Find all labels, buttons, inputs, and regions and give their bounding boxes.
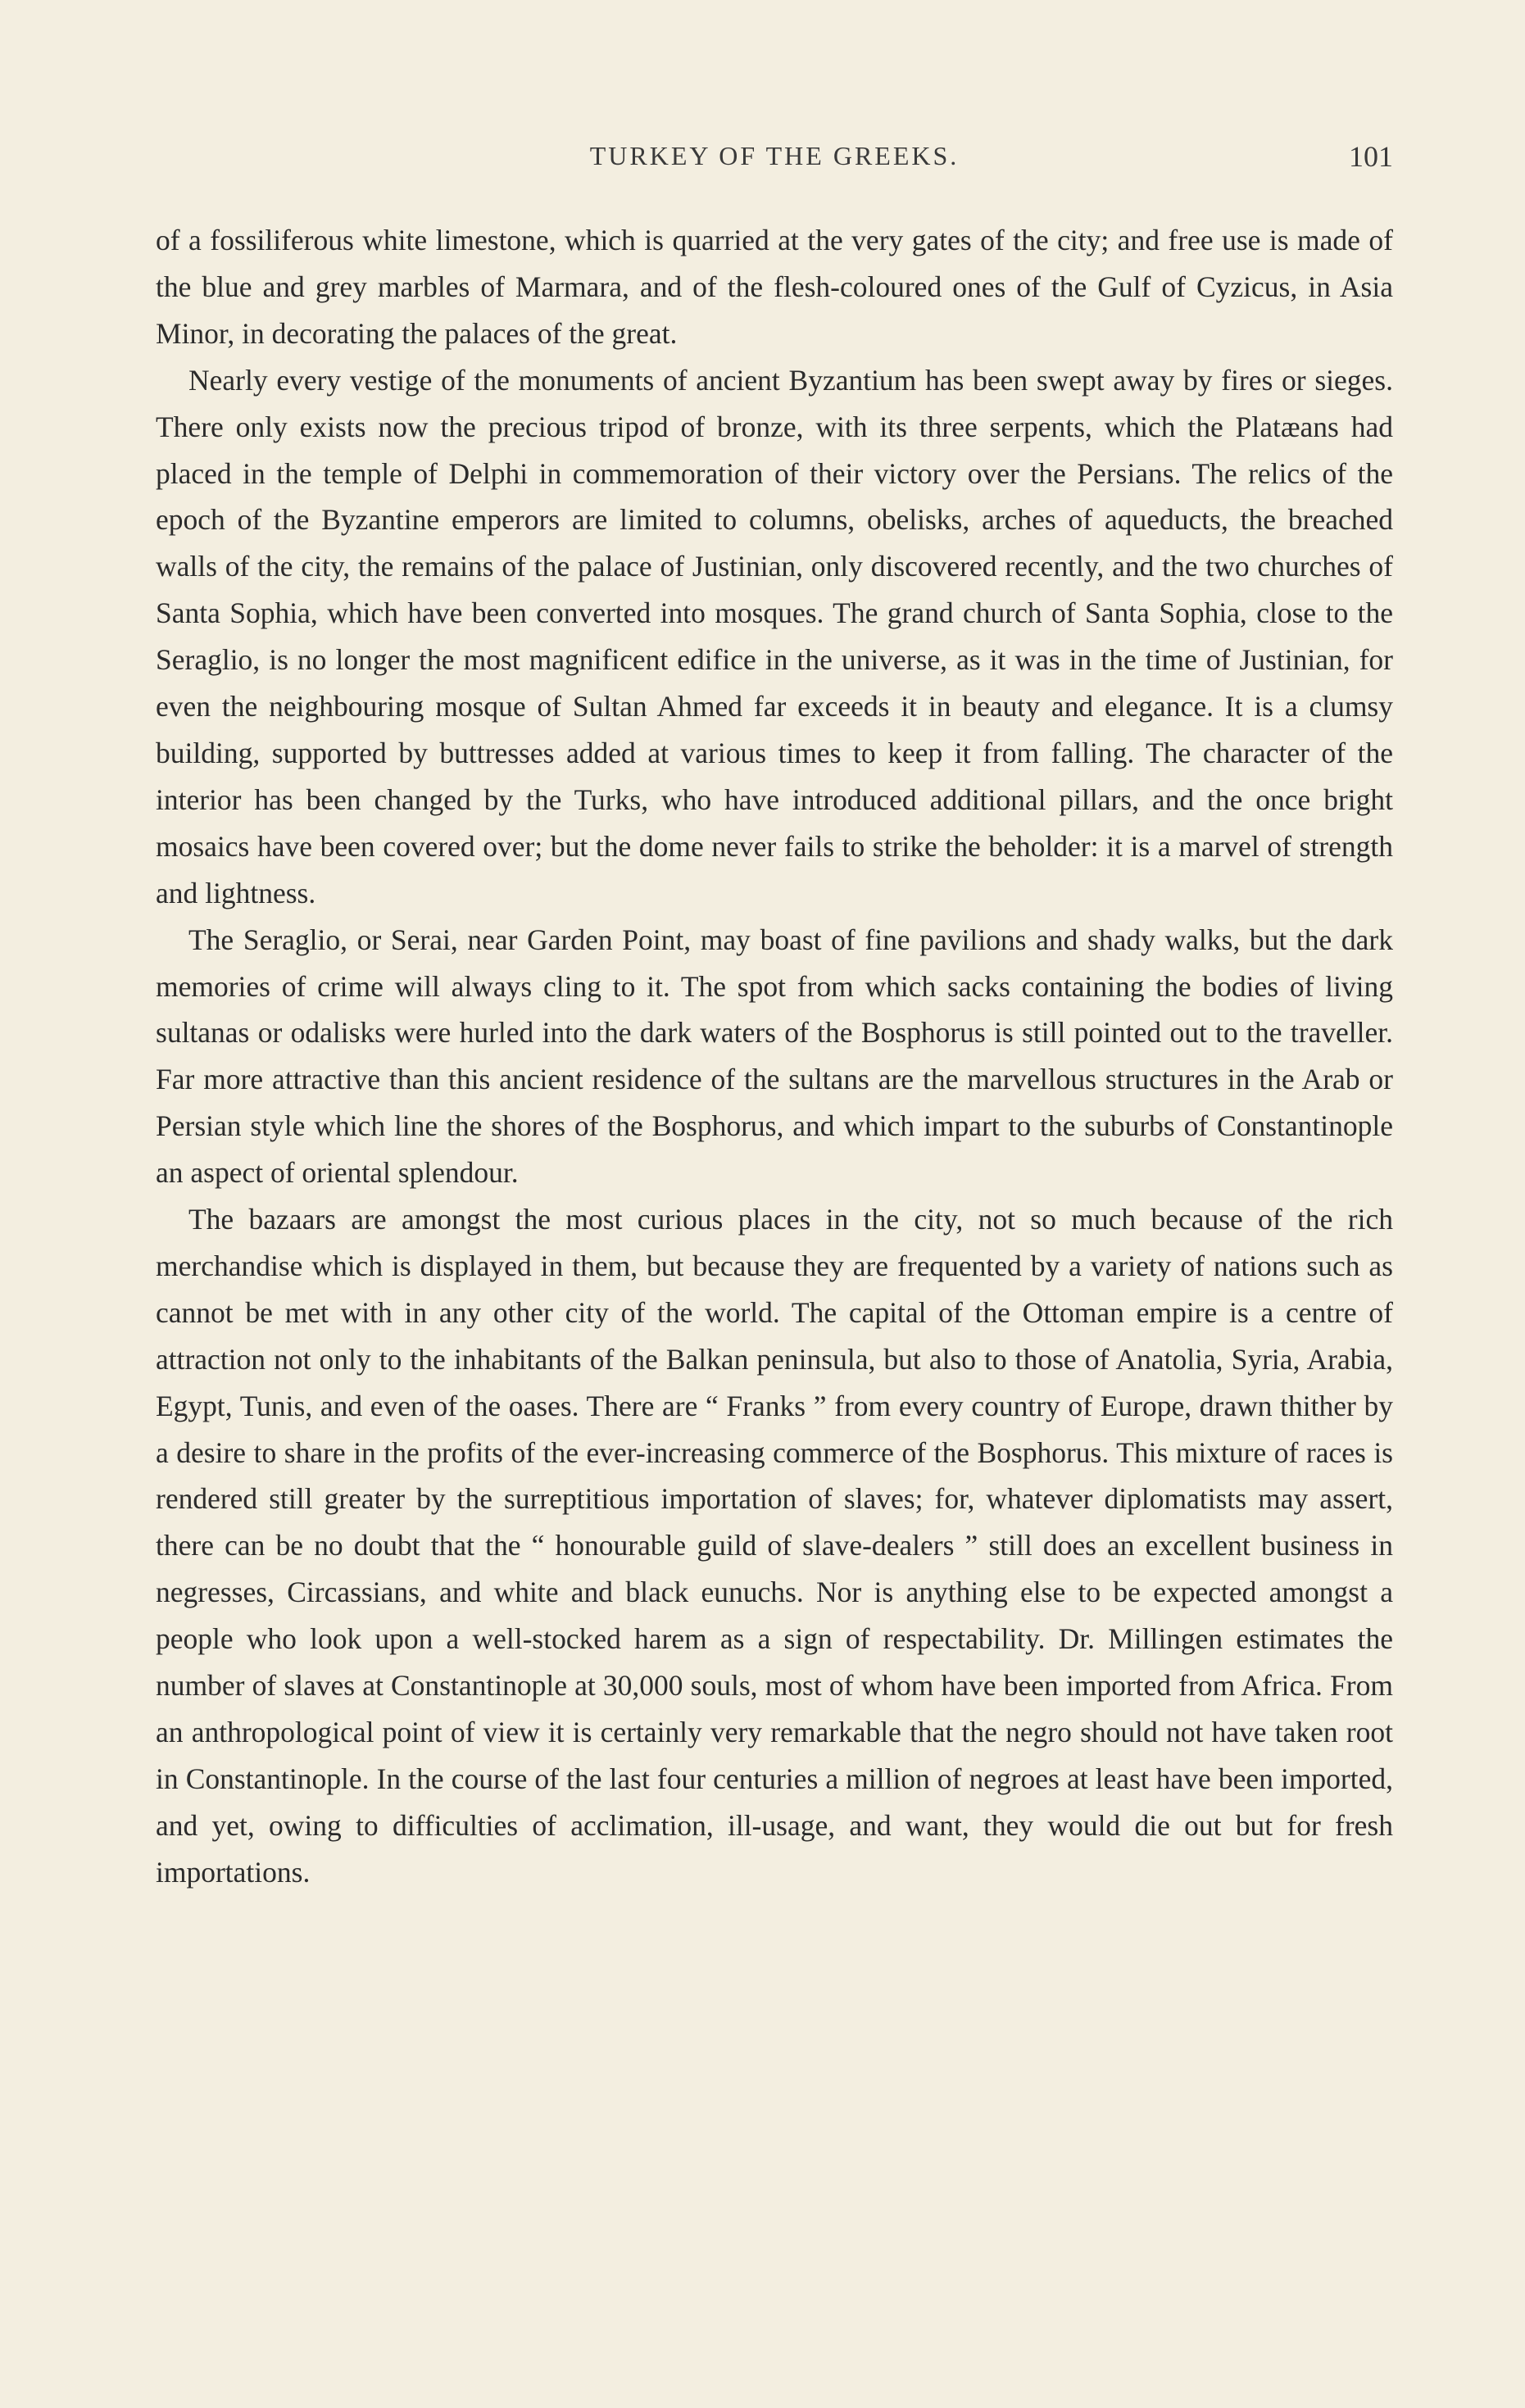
paragraph-bazaars: The bazaars are amongst the most curious places in the city, not so much because of the rich merchandise which is displayed in them, but because they are frequented by a variety of nations such as cannot be met with in any other city of the world. The capital of the Ottoman empire is a centre of attraction not only to the inhabitants of the Balkan peninsula, but also to those of Anatolia, Syria, Arabia, Egypt, Tunis, and even of the oases. There are “ Franks ” from every country of Europe, drawn thither by a desire to share in the profits of the ever-increasing commerce of the Bosphorus. This mixture of races is rendered still greater by the surreptitious importation of slaves; for, whatever diplomatists may assert, there can be no doubt that the “ honourable guild of slave-dealers ” still does an excellent business in negresses, Circassians, and white and black eunuchs. Nor is anything else to be expected amongst a people who look upon a well-stocked harem as a sign of respectability. Dr. Millingen estimates the number of slaves at Constantinople at 30,000 souls, most of whom have been imported from Africa. From an anthropological point of view it is certainly very remarkable that the negro should not have taken root in Constantinople. In the course of the last four centuries a million of negroes at least have been imported, and yet, owing to difficulties of acclimation, ill-usage, and want, they would die out but for fresh importations. — [156, 1203, 1393, 1889]
page-header — [156, 141, 1393, 190]
paragraph-seraglio: The Seraglio, or Serai, near Garden Point, may boast of fine pavilions and shady walks, but the dark memories of crime will always cling to it. The spot from which sacks containing the bodies of living sultanas or odalisks were hurled into the dark waters of the Bosphorus is still pointed out to the traveller. Far more attractive than this ancient residence of the sultans are the marvellous structures in the Arab or Persian style which line the shores of the Bosphorus, and which impart to the suburbs of Constantinople an aspect of oriental splendour. — [156, 923, 1393, 1190]
running-title: TURKEY OF THE GREEKS. — [589, 141, 960, 170]
paragraph-continued: of a fossiliferous white limestone, which is quarried at the very gates of the city; and free use is made of the blue and grey marbles of Marmara, and of the flesh-coloured ones of the Gulf of Cyzicus, in Asia Minor, in decorating the palaces of the great. — [156, 224, 1393, 350]
page-number: 101 — [1349, 140, 1393, 173]
body-text — [156, 217, 1393, 1896]
paragraph-byzantium-monuments: Nearly every vestige of the monuments of ancient Byzantium has been swept away by fires or sieges. There only exists now the precious tripod of bronze, with its three serpents, which the Platæans had placed in the temple of Delphi in commemoration of their victory over the Persians. The relics of the epoch of the Byzantine emperors are limited to columns, obelisks, arches of aqueducts, the breached walls of the city, the remains of the palace of Justinian, only discovered recently, and the two churches of Santa Sophia, which have been converted into mosques. The grand church of Santa Sophia, close to the Seraglio, is no longer the most magnificent edifice in the universe, as it was in the time of Justinian, for even the neighbouring mosque of Sultan Ahmed far exceeds it in beauty and elegance. It is a clumsy building, supported by buttresses added at various times to keep it from falling. The character of the interior has been changed by the Turks, who have introduced additional pillars, and the once bright mosaics have been covered over; but the dome never fails to strike the beholder: it is a marvel of strength and lightness. — [156, 363, 1393, 909]
